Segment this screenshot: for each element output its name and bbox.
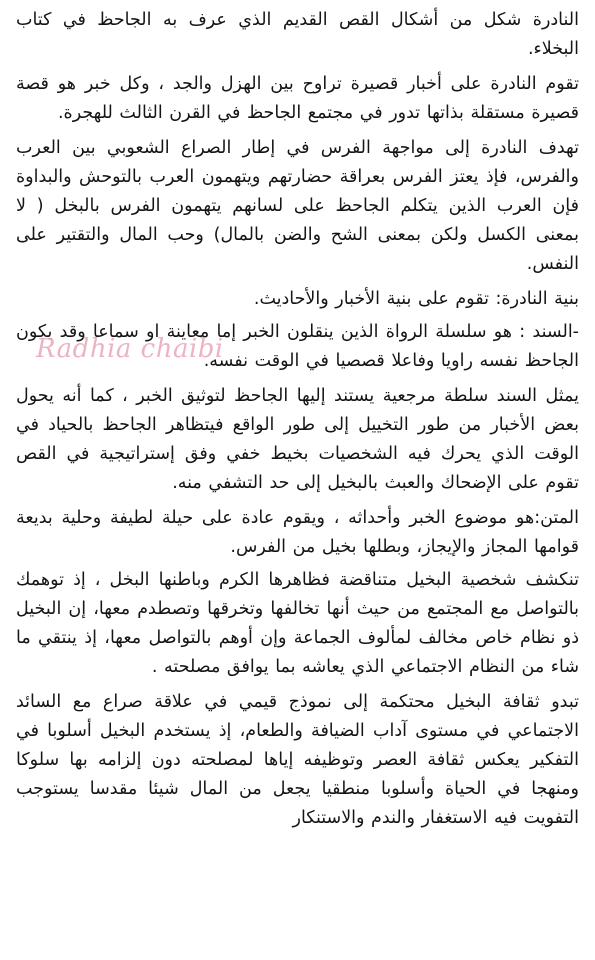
paragraph-miser-character: تنكشف شخصية البخيل متناقضة فظاهرها الكرم وباطنها البخل ، إذ توهمك بالتواصل مع المجتمع من حيث أنها تخالفها وتخرقها وتصطدم معها، إن البخيل ذو نظام خاص مخالف لمألوف الجماعة وإن أوهم بالتواصل معها، إذ ينتقي ما شاء من النظام الاجتماعي الذي يعاشه بما يوافق مصلحته . <box>16 570 579 677</box>
paragraph-matn-definition: المتن:هو موضوع الخبر وأحداثه ، ويقوم عادة على حيلة لطيفة وحلية بديعة قوامها المجاز والإيجاز، وبطلها بخيل من الفرس. <box>16 508 579 557</box>
document-body <box>16 6 579 839</box>
paragraph-miser-culture: تبدو ثقافة البخيل محتكمة إلى نموذج قيمي في علاقة صراع مع السائد الاجتماعي في مستوى آداب الضيافة والطعام، إذ يستخدم البخيل أسلوبا في التفكير يعكس ثقافة العصر وتوظيفه إياها لمصلحته دون إلزامه بها سلوكا ومنهجا في الحياة وأسلوبا منطقيا يجعل من المال شيئا مقدسا يستوجب التفويت فيه الاستغفار والندم والاستنكار <box>16 692 579 828</box>
paragraph-nadira-structure-heading: بنية النادرة: تقوم على بنية الأخبار والأحاديث. <box>253 289 579 309</box>
author-watermark: Radhia chaibi <box>36 334 224 364</box>
paragraph-structure: تقوم النادرة على أخبار قصيرة تراوح بين الهزل والجد ، وكل خبر هو قصة قصيرة مستقلة بذاتها تدور في مجتمع الجاحظ في القرن الثالث للهجرة. <box>16 74 579 123</box>
paragraph-sanad-definition: -السند : هو سلسلة الرواة الذين ينقلون الخبر إما معاينة او سماعا وقد يكون الجاحظ نفسه راويا وفاعلا قصصيا في الوقت نفسه. <box>16 322 579 371</box>
paragraph-sanad-role: يمثل السند سلطة مرجعية يستند إليها الجاحظ لتوثيق الخبر ، كما أنه يحول بعض الأخبار من طور التخييل إلى طور الواقع فيتظاهر الجاحظ بالحياد في الوقت الذي يحرك فيه الشخصيات بخيط خفي وفق إستراتيجية في القص تقوم على الإضحاك والعبث بالبخيل إلى حد التشفي منه. <box>16 386 579 493</box>
paragraph-intro: النادرة شكل من أشكال القص القديم الذي عرف به الجاحظ في كتاب البخلاء. <box>16 10 579 59</box>
paragraph-purpose: تهدف النادرة إلى مواجهة الفرس في إطار الصراع الشعوبي بين العرب والفرس، فإذ يعتز الفرس بعراقة حضارتهم ويتهمون العرب بالتوحش والبداوة فإن العرب الذين يتكلم الجاحظ على لسانهم يتهمون الفرس بالبخل ( لا بمعنى الكسل ولكن بمعنى الشح والضن بالمال) وحب المال والتقتير على النفس. <box>16 138 579 274</box>
